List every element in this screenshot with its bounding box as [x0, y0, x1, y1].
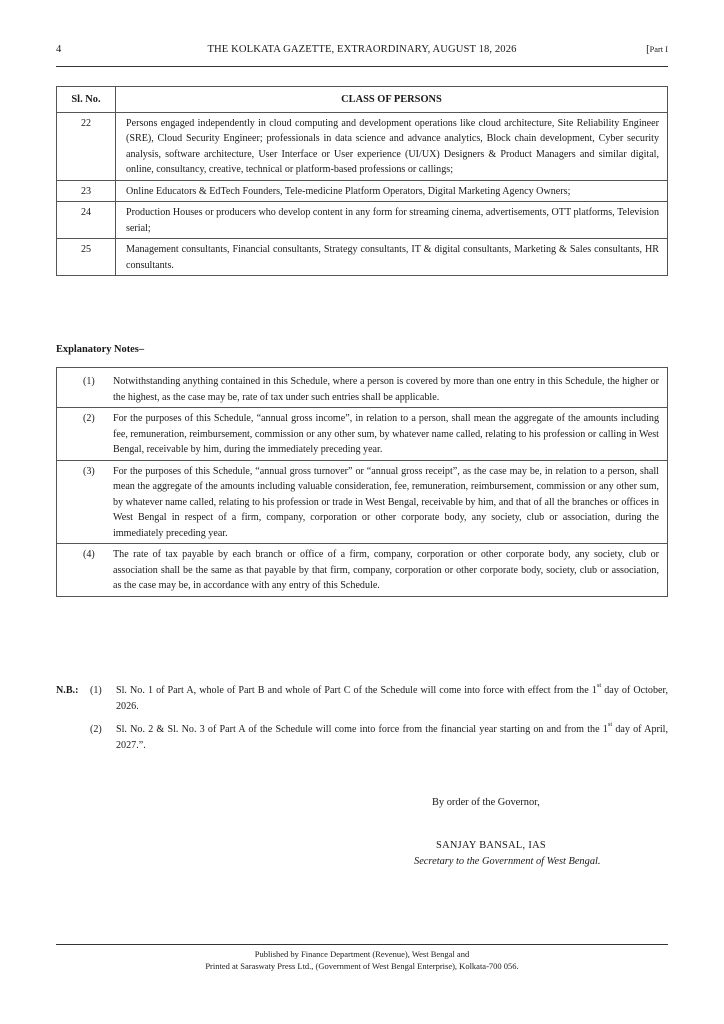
nb-text-before: Sl. No. 1 of Part A, whole of Part B and whole of Part C of the Schedule will come into force with effect from the 1	[116, 685, 597, 696]
nb-text-after: day of October, 2026.	[116, 685, 668, 712]
row-sl-no: 24	[57, 202, 116, 239]
signatory-name: SANJAY BANSAL, IAS	[436, 840, 546, 851]
signatory-title: Secretary to the Government of West Bengal.	[414, 856, 601, 867]
note-text: The rate of tax payable by each branch or office of a firm, company, corporation or other corporate body, any society, club or association shall be the same as that payable by that firm, company, corporation or other corporate body, society, club or association, as the case may be, in accordance with any entry of this Schedule.	[113, 549, 659, 591]
row-class-text: Management consultants, Financial consultants, Strategy consultants, IT & digital consultants, Marketing & Sales consultants, HR consultants.	[116, 239, 668, 276]
footer-line-2: Printed at Saraswaty Press Ltd., (Government of West Bengal Enterprise), Kolkata-700 056.	[205, 961, 519, 971]
note-number: (2)	[83, 413, 95, 424]
nb-label: N.B.:	[56, 685, 79, 696]
row-sl-no: 22	[57, 112, 116, 180]
gazette-title: THE KOLKATA GAZETTE, EXTRAORDINARY, AUGUST 18, 2026	[207, 44, 517, 55]
row-class-text: Production Houses or producers who develop content in any form for streaming cinema, advertisements, OTT platforms, Television serial;	[116, 202, 668, 239]
page-header	[56, 44, 668, 60]
row-sl-no: 23	[57, 180, 116, 202]
row-class-text: Persons engaged independently in cloud computing and development operations like cloud architecture, Site Reliability Engineer (SRE), Cloud Security Engineer; professionals in data science and advance analytics, Block chain development, Cyber security analysis, software architecture, User Interface or User experience (UI/UX) Designers & Product Managers and similar digital, online, consultancy, creative, technical or platform-based professions or callings;	[116, 112, 668, 180]
sl-no-header: Sl. No.	[57, 87, 116, 113]
nb-text-before: Sl. No. 2 & Sl. No. 3 of Part A of the Schedule will come into force from the financial year starting on and from the 1	[116, 724, 608, 735]
list-item	[57, 543, 667, 596]
note-number: (3)	[83, 465, 95, 477]
explanatory-notes-box	[56, 367, 668, 597]
nb-text-after: day of April, 2027.”.	[116, 724, 669, 751]
nb-ordinal: st	[607, 721, 613, 728]
table-row	[57, 112, 668, 180]
list-item	[57, 368, 667, 407]
class-of-persons-table	[56, 86, 668, 276]
nb-label-spacer	[56, 722, 90, 753]
list-item	[57, 460, 667, 544]
part-bracket: [	[646, 44, 650, 55]
table-row	[57, 239, 668, 276]
order-line: By order of the Governor,	[432, 797, 540, 808]
footer-rule	[56, 944, 668, 945]
page-number: 4	[56, 44, 62, 55]
list-item	[57, 407, 667, 460]
table-row	[57, 202, 668, 239]
nb-ordinal: st	[596, 682, 602, 689]
note-number: (1)	[83, 376, 95, 387]
note-number: (4)	[83, 549, 95, 560]
table-row	[57, 180, 668, 202]
nb-text	[116, 683, 668, 714]
nb-number: (1)	[90, 685, 102, 696]
table-header-row	[57, 87, 668, 113]
nota-bene-section	[56, 683, 668, 761]
header-rule	[56, 66, 668, 67]
list-item	[56, 722, 668, 753]
row-sl-no: 25	[57, 239, 116, 276]
row-class-text: Online Educators & EdTech Founders, Tele-medicine Platform Operators, Digital Marketing Agency Owners;	[116, 180, 668, 202]
nb-number: (2)	[90, 724, 102, 735]
list-item	[56, 683, 668, 714]
note-text: For the purposes of this Schedule, “annual gross income”, in relation to a person, shall mean the aggregate of the amounts including fee, remuneration, reimbursement, commission or any other sum, by whatever name called, relating to his profession or calling in West Bengal, receivable by him, during the immediately preceding year.	[113, 413, 659, 455]
note-text: For the purposes of this Schedule, “annual gross turnover” or “annual gross receipt”, as the case may be, in relation to a person, shall mean the aggregate of the amounts including valuable consideration, fee, remuneration, reimbursement, commission or any other sum, by whatever name called, relating to his profession or trade in West Bengal, receivable by him, and that of all the branches or offices in West Bengal in respect of a firm, company, corporation or other corporate body, any society, club or association, during the immediately preceding year.	[113, 465, 659, 539]
explanatory-notes-heading: Explanatory Notes–	[56, 344, 145, 355]
nb-text	[116, 722, 668, 753]
page-footer	[56, 948, 668, 972]
class-of-persons-header: CLASS OF PERSONS	[116, 87, 668, 113]
part-label	[646, 44, 668, 55]
footer-line-1: Published by Finance Department (Revenue), West Bengal and	[254, 949, 470, 959]
part-text: Part I	[649, 45, 668, 54]
note-text: Notwithstanding anything contained in this Schedule, where a person is covered by more than one entry in this Schedule, the higher or the highest, as the case may be, rate of tax under such entries shall be applicable.	[113, 376, 659, 403]
